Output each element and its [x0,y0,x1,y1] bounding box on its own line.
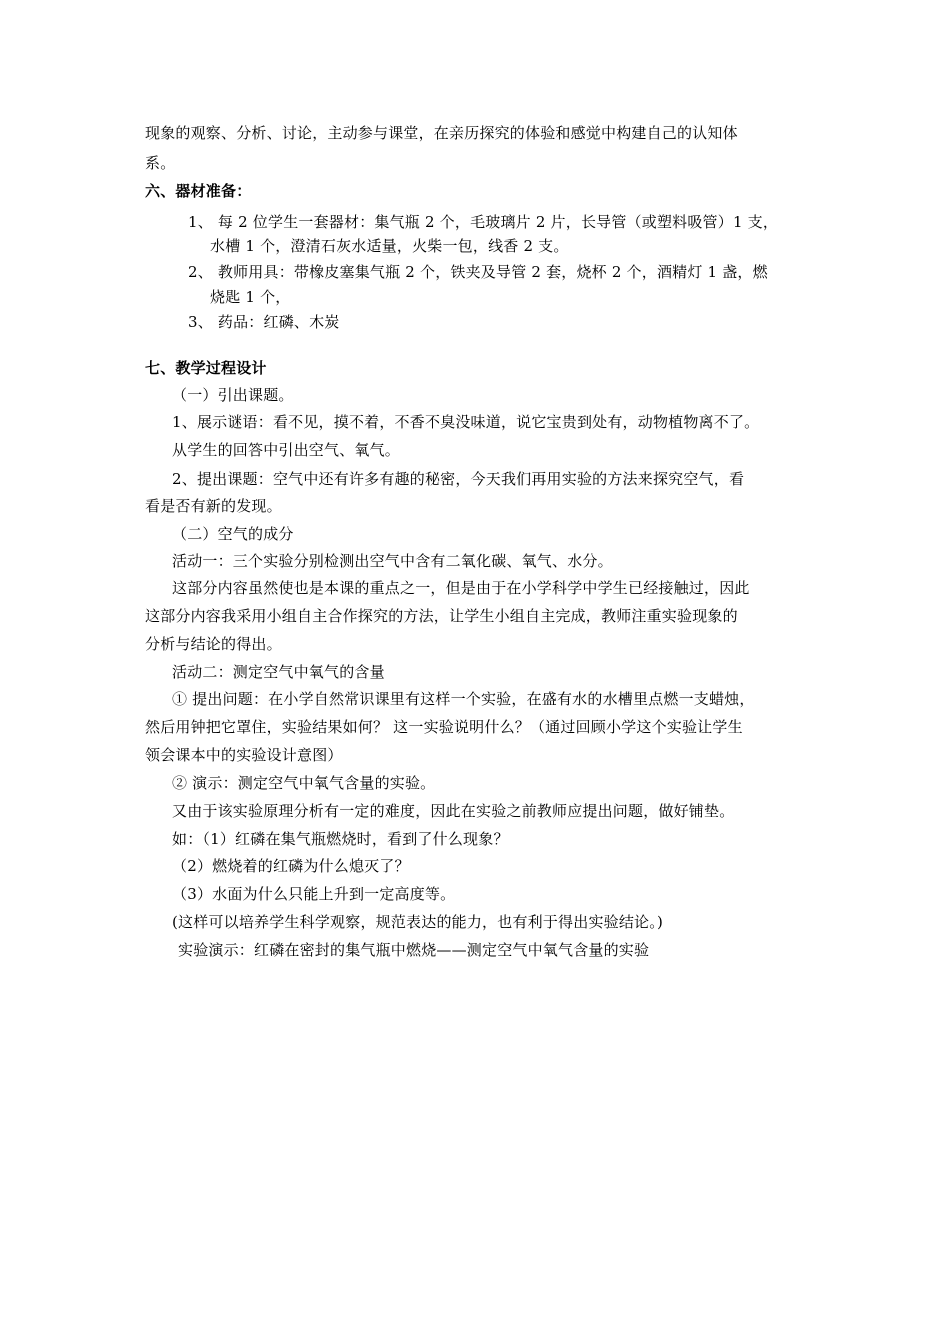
paragraph-preparation: 又由于该实验原理分析有一定的难度，因此在实验之前教师应提出问题，做好铺垫。 [172,802,735,820]
question-1-line-3: 领会课本中的实验设计意图） [145,746,343,764]
demonstration: ② 演示：测定空气中氧气含量的实验。 [172,774,436,792]
question-1-line-2: 然后用钟把它罩住，实验结果如何？ 这一实验说明什么？（通过回顾小学这个实验让学生 [145,718,743,736]
equipment-item-1-line-2: 水槽 1 个，澄清石灰水适量，火柴一包，线香 2 支。 [210,237,569,255]
paragraph-activity-1-line-1: 这部分内容虽然使也是本课的重点之一，但是由于在小学科学中学生已经接触过，因此 [172,579,750,597]
paragraph-topic-line-2: 看是否有新的发现。 [145,497,282,515]
example-question-2: （2）燃烧着的红磷为什么熄灭了？ [172,857,410,875]
example-question-1: 如：（1）红磷在集气瓶燃烧时，看到了什么现象？ [172,830,509,848]
activity-1: 活动一：三个实验分别检测出空气中含有二氧化碳、氧气、水分。 [172,552,613,570]
equipment-item-3: 3、 药品：红磷、木炭 [188,313,340,331]
question-1-line-1: ① 提出问题：在小学自然常识课里有这样一个实验，在盛有水的水槽里点燃一支蜡烛， [172,690,755,708]
subsection-2-title: （二）空气的成分 [172,525,294,543]
equipment-item-2-line-2: 烧匙 1 个， [210,288,291,306]
subsection-1-title: （一）引出课题。 [172,386,294,404]
equipment-item-1-line-1: 1、 每 2 位学生一套器材：集气瓶 2 个，毛玻璃片 2 片，长导管（或塑料吸管）1 支， [188,213,779,231]
paragraph-activity-1-line-3: 分析与结论的得出。 [145,635,282,653]
section-7-heading: 七、教学过程设计 [145,359,267,377]
paragraph-activity-1-line-2: 这部分内容我采用小组自主合作探究的方法，让学生小组自主完成，教师注重实验现象的 [145,607,738,625]
section-6-heading: 六、器材准备： [145,182,252,200]
equipment-item-2-line-1: 2、 教师用具：带橡皮塞集气瓶 2 个，铁夹及导管 2 套，烧杯 2 个，酒精灯 1 盏，燃 [188,263,768,281]
paragraph-riddle: 1、展示谜语：看不见，摸不着，不香不臭没味道，说它宝贵到处有，动物植物离不了。 [172,413,760,431]
note: (这样可以培养学生科学观察，规范表达的能力，也有利于得出实验结论。) [172,913,664,931]
activity-2: 活动二：测定空气中氧气的含量 [172,663,385,681]
paragraph-topic-line-1: 2、提出课题：空气中还有许多有趣的秘密，今天我们再用实验的方法来探究空气，看 [172,470,745,488]
intro-line-2: 系。 [145,154,176,172]
intro-line-1: 现象的观察、分析、讨论，主动参与课堂，在亲历探究的体验和感觉中构建自己的认知体 [145,124,738,142]
paragraph-intro-air: 从学生的回答中引出空气、氧气。 [172,441,401,459]
experiment-demo: 实验演示：红磷在密封的集气瓶中燃烧——测定空气中氧气含量的实验 [178,941,650,959]
example-question-3: （3）水面为什么只能上升到一定高度等。 [172,885,456,903]
